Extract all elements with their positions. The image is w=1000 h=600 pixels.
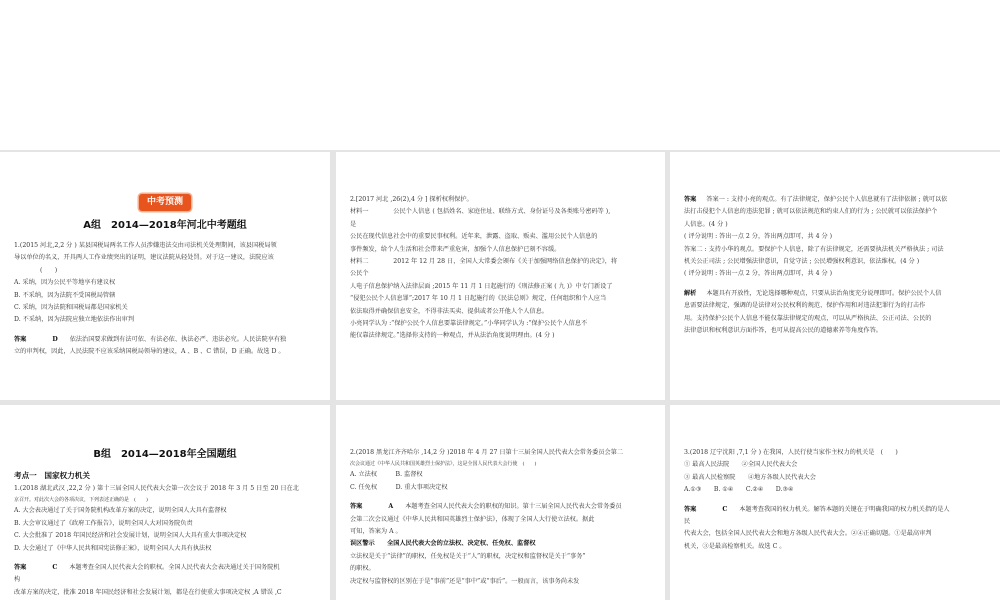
answer-text: 本题考查全国人民代表大会的职权。全国人民代表大会表决通过关于国务院机 [69,564,280,572]
answer-label: 答案 [14,564,27,572]
group-b-title: B组 2014—2018年全国题组 [93,449,237,460]
slide-b-group-question-1[interactable] [0,405,330,600]
knowledge-point-heading: 考点一 国家权力机关 [14,471,90,480]
question-line: 依法取得并确保信息安全，不得非法买卖、提供或者公开他人个人信息。 [350,307,548,315]
answer-line [14,334,316,346]
tip-text: 的职权。 [350,565,375,573]
slide-b-group-question-2[interactable] [336,405,665,600]
answer-text: 答案一 : 支持小亮的观点。有了法律规定，保护公民个人信息就有了法律依据 ; 就可以依 [706,196,948,203]
choice-line: A.①③ B. ①④ C.②④ D.③④ [684,486,794,494]
answer-line [684,194,986,206]
answer-letter: C [722,505,728,513]
badge-container [14,194,316,214]
analysis-line [684,288,986,300]
answer-letter: C [52,564,58,572]
analysis-text: 息需要法律规定，强调的是法律对公民权利的规范、保护作用和对违法犯罪行为的打击作 [684,302,926,310]
answer-text: ( 评分说明 : 答出一点 2 分，答出两点即可，共 4 分 ) [684,233,833,241]
answer-text: 可知，答案为 A 。 [350,528,402,536]
question-line: 次会议通过《中华人民共和国英雄烈士保护法》，这是全国人民代表大会行使 ( ) [350,461,537,468]
answer-text: 依法治国要求做到有法可依、有法必依、执法必严、违法必究。人民法院享有独 [69,335,287,343]
answer-text: 会第二次会议通过《中华人民共和国英雄烈士保护法》，体现了全国人大行使立法权。据此 [350,515,595,523]
slide-a-group-answer-2[interactable] [670,152,1000,400]
option-b: B. 不采纳，因为法院不受国税局管辖 [14,291,116,299]
answer-text: 法打击侵犯个人信息的违法犯罪 ; 就可以依法规范和约束人们的行为 ; 公民就可以依法保护个 [684,208,938,216]
tip-text: 立法权是关于“法律”的职权，任免权是关于“人”的职权，决定权和监督权是关于“事务” [350,552,586,560]
option-b: B. 大会审议通过了《政府工作报告》，说明全国人大对国务院负责 [14,519,193,527]
slide-a-group-question-2[interactable] [336,152,665,400]
question-line: 京召开。对此次大会的各项决议，下列表述正确的是 ( ) [14,497,148,504]
question-line: “侵犯公民个人信息罪”;2017 年 10 月 1 日起施行的《民法总则》规定，任何组织和个人应当 [350,295,607,303]
answer-text: 机关，③是最高检察机关。故选 C 。 [684,542,786,550]
analysis-text: 法律意识和权利意识方面作答，也可从提高公民的道德素养等角度作答。 [684,327,882,335]
answer-text: 人信息。(4 分 ) [684,220,728,228]
question-line: 1.(2015 河北,2,2 分 ) 某县国税局两名工作人员涉嫌违法交由司法机关处理期间，该县国税局领 [14,242,277,249]
question-line: ( ) [40,266,58,274]
question-line: 小亮同学认为 :“保护公民个人信息要靠法律规定。”小华同学认为 :“保护公民个人信息不 [350,320,588,328]
question-line: 材料一 公民个人信息 ( 包括姓名、家庭住址、联络方式、身份证号及各类账号密码等 ), [350,208,611,216]
answer-letter: A [388,503,394,511]
answer-text: 立的审判权，因此，人民法院不应该采纳国税局领导的建议，A 、B 、C 错误，D 正确。故选 D 。 [14,348,285,356]
option-d: D. 大会通过了《中华人民共和国宪法修正案》，说明全国人大具有执法权 [14,544,212,552]
question-line: 3.(2018 辽宁沈阳 ,7,1 分 ) 在我国，人民行使当家作主权力的机关是 ( ) [684,449,898,456]
tip-text: 决定权与监督权的区别在于是“事前”还是“事中”或“事后”。一般而言，该事务尚未发 [350,577,580,585]
question-line: 是 [350,220,357,228]
question-line: 事件频发，给个人生活和社会带来严重危害，加强个人信息保护已刻不容缓。 [350,245,561,253]
question-line: 公民个 [350,270,369,278]
question-line: 材料二 2012 年 12 月 28 日，全国人大常委会颁布《关于加强网络信息保护的决定》，将 [350,258,618,266]
option-d: D. 不采纳，因为法院应独立地依法作出审判 [14,316,135,324]
answer-text: 构 [14,576,21,584]
option-line: ③ 最高人民检察院 ④地方各级人民代表大会 [684,473,816,481]
option-line: ① 最高人民法院 ②全国人民代表大会 [684,461,798,469]
answer-text: 答案二 : 支持小华的观点。要保护个人信息，除了有法律规定，还需要执法机关严格执法 ; 司法 [684,245,944,253]
question-line: 2.[2017 河北 ,26(2),4 分 ] 探析权利保护。 [350,196,473,203]
analysis-text: 用。支持保护公民个人信息不能仅靠法律规定的观点，可以从严格执法、公正司法、公民的 [684,314,932,322]
answer-line [684,504,986,516]
option-cd: C. 任免权 D. 重大事项决定权 [350,483,448,491]
slide-b-group-question-3[interactable] [670,405,1000,600]
slide-a-group-question-1[interactable] [0,152,330,400]
answer-label: 答案 [350,503,363,511]
answer-text: ( 评分说明 : 答出一点 2 分，答出两点即可，共 4 分 ) [684,270,833,278]
tip-heading: 误区警示 全国人民代表大会的立法权、决定权、任免权、监督权 [350,540,536,548]
answer-letter: D [52,335,58,343]
question-line: 人电子信息保护纳入法律层面 ;2015 年 11 月 1 日起施行的《刑法修正案 ( 九 )》中专门新设了 [350,282,613,290]
option-ab: A. 立法权 B. 监督权 [350,471,423,479]
option-a: A. 大会表决通过了关于国务院机构改革方案的决定，说明全国人大具有监督权 [14,507,227,515]
answer-text: 民 [684,518,691,526]
answer-line [14,562,316,574]
question-line: 公民在现代信息社会中的重要民事权利。近年来，泄露、盗取、贩卖、滥用公民个人信息的 [350,233,598,241]
answer-text: 代表大会，包括全国人民代表大会和地方各级人民代表大会。②④正确切题。①是最高审判 [684,530,932,538]
group-a-title: A组 2014—2018年河北中考题组 [83,220,247,231]
answer-text: 本题考查我国的权力机关。解答本题的关键在于明确我国的权力机关指的是人 [739,505,950,513]
option-c: C. 大会批准了 2018 年国民经济和社会发展计划，说明全国人大具有重大事项决定权 [14,532,247,540]
analysis-text: 本题具有开放性，无论选择哪种观点，只要从法治角度充分说理即可。保护公民个人信 [706,289,942,297]
option-c: C. 采纳，因为法院和国税局都是国家机关 [14,304,128,312]
question-line: 导以单位的名义，开具两人工作业绩突出的证明，建议法院从轻处罚。对于这一建议，法院应该 [14,254,274,262]
exam-prediction-badge: 中考预测 [139,194,191,211]
question-line: 能仅靠法律规定。”选择你支持的一种观点，并从法治角度说明理由。(4 分 ) [350,332,555,340]
blank-page-area [0,0,1000,150]
question-line: 2.(2018 黑龙江齐齐哈尔 ,14,2 分 )2018 年 4 月 27 日第十三届全国人民代表大会常务委员会第二 [350,449,624,456]
answer-label: 答案 [684,196,697,203]
option-a: A. 采纳，因为公民平等地享有建议权 [14,279,116,287]
analysis-label: 解析 [684,289,697,297]
answer-label: 答案 [684,505,697,513]
answer-text: 改革方案的决定，批准 2018 年国民经济和社会发展计划，都是在行使重大事项决定权 ,A 错误 ,C [14,588,282,596]
answer-label: 答案 [14,335,27,343]
answer-text: 机关公正司法 ; 公民增强法律意识，自觉守法 ; 公民增强权利意识，依法维权。(4 分 ) [684,258,920,266]
answer-line [350,501,651,513]
question-line: 1.(2018 湖北武汉 ,22,2 分 ) 第十三届全国人民代表大会第一次会议于 2018 年 3 月 5 日至 20 日在北 [14,485,299,492]
answer-text: 本题考查全国人民代表大会的职权的知识。第十三届全国人民代表大会常务委员 [405,503,622,511]
